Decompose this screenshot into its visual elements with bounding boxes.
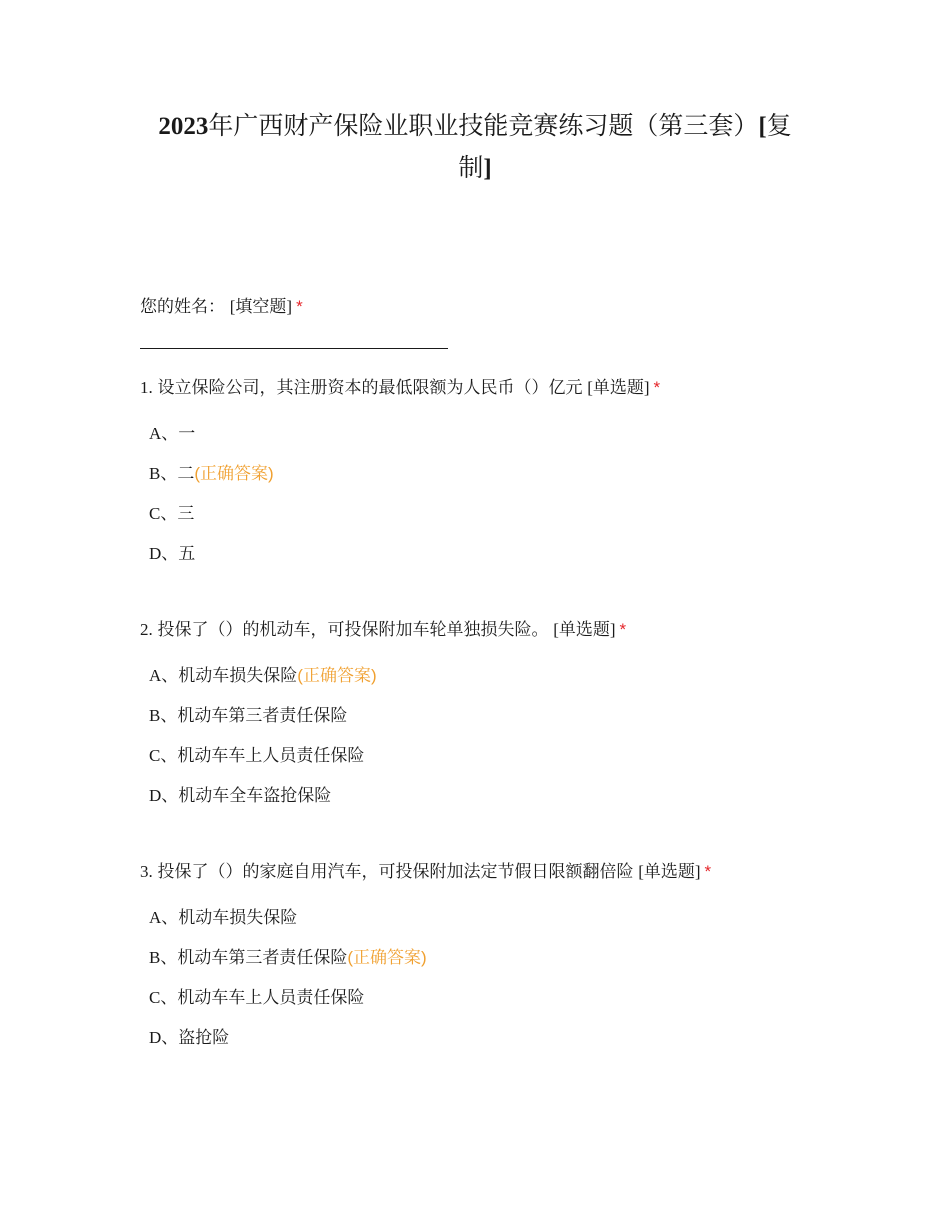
option-letter: A、 (149, 908, 179, 927)
option-letter: C、 (149, 504, 178, 523)
question-1 (140, 375, 840, 563)
question-text (140, 375, 840, 401)
question-number: 3. (140, 862, 153, 881)
question-3 (140, 859, 840, 1047)
option-a[interactable] (149, 905, 297, 931)
option-text: 二 (177, 464, 195, 483)
name-label-text: 您的姓名： (140, 297, 225, 316)
question-body: 投保了（）的家庭自用汽车，可投保附加法定节假日限额翻倍险 (157, 862, 634, 881)
option-letter: C、 (149, 988, 178, 1007)
option-d[interactable] (149, 1025, 229, 1051)
option-b[interactable] (149, 703, 347, 729)
question-body: 设立保险公司，其注册资本的最低限额为人民币（）亿元 (157, 378, 583, 397)
title-close-bracket: ] (483, 155, 492, 182)
option-text: 一 (178, 424, 196, 443)
title-text: 年广西财产保险业职业技能竞赛练习题（第三套） (208, 113, 759, 140)
question-body: 投保了（）的机动车，可投保附加车轮单独损失险。 (157, 620, 549, 639)
question-type-tag: [单选题] (638, 862, 701, 881)
name-input-line[interactable] (140, 348, 448, 349)
option-a[interactable] (149, 663, 377, 689)
question-text (140, 617, 840, 643)
option-text: 机动车第三者责任保险 (177, 948, 348, 967)
title-open-bracket: [ (758, 113, 767, 140)
option-c[interactable] (149, 501, 194, 527)
correct-answer-label: (正确答案) (347, 948, 427, 967)
question-text (140, 859, 840, 885)
option-d[interactable] (149, 783, 331, 809)
option-text: 机动车车上人员责任保险 (177, 988, 365, 1007)
option-a[interactable] (149, 421, 195, 447)
title-suffix: 复制 (458, 113, 792, 182)
option-text: 盗抢险 (178, 1028, 230, 1047)
option-letter: C、 (149, 746, 178, 765)
correct-answer-label: (正确答案) (194, 464, 274, 483)
option-text: 机动车车上人员责任保险 (177, 746, 365, 765)
option-text: 机动车损失保险 (178, 666, 298, 685)
option-letter: D、 (149, 544, 179, 563)
correct-answer-label: (正确答案) (297, 666, 377, 685)
option-text: 三 (177, 504, 195, 523)
name-type-tag: [填空题] (229, 297, 293, 316)
option-text: 机动车全车盗抢保险 (178, 786, 332, 805)
option-letter: D、 (149, 786, 179, 805)
option-text: 机动车损失保险 (178, 908, 298, 927)
option-letter: B、 (149, 706, 178, 725)
option-d[interactable] (149, 541, 195, 567)
required-mark: * (619, 620, 627, 639)
name-field-label (140, 294, 303, 320)
question-number: 1. (140, 378, 153, 397)
option-c[interactable] (149, 985, 364, 1011)
option-b[interactable] (149, 461, 274, 487)
page-title (150, 106, 800, 190)
required-mark: * (704, 862, 712, 881)
option-letter: A、 (149, 424, 179, 443)
title-year: 2023 (158, 113, 209, 140)
question-number: 2. (140, 620, 153, 639)
option-text: 五 (178, 544, 196, 563)
option-b[interactable] (149, 945, 427, 971)
question-2 (140, 617, 840, 805)
option-letter: A、 (149, 666, 179, 685)
option-letter: B、 (149, 948, 178, 967)
required-mark: * (296, 297, 303, 316)
question-type-tag: [单选题] (587, 378, 650, 397)
required-mark: * (653, 378, 661, 397)
question-type-tag: [单选题] (553, 620, 616, 639)
option-c[interactable] (149, 743, 364, 769)
option-letter: B、 (149, 464, 178, 483)
option-text: 机动车第三者责任保险 (177, 706, 348, 725)
option-letter: D、 (149, 1028, 179, 1047)
